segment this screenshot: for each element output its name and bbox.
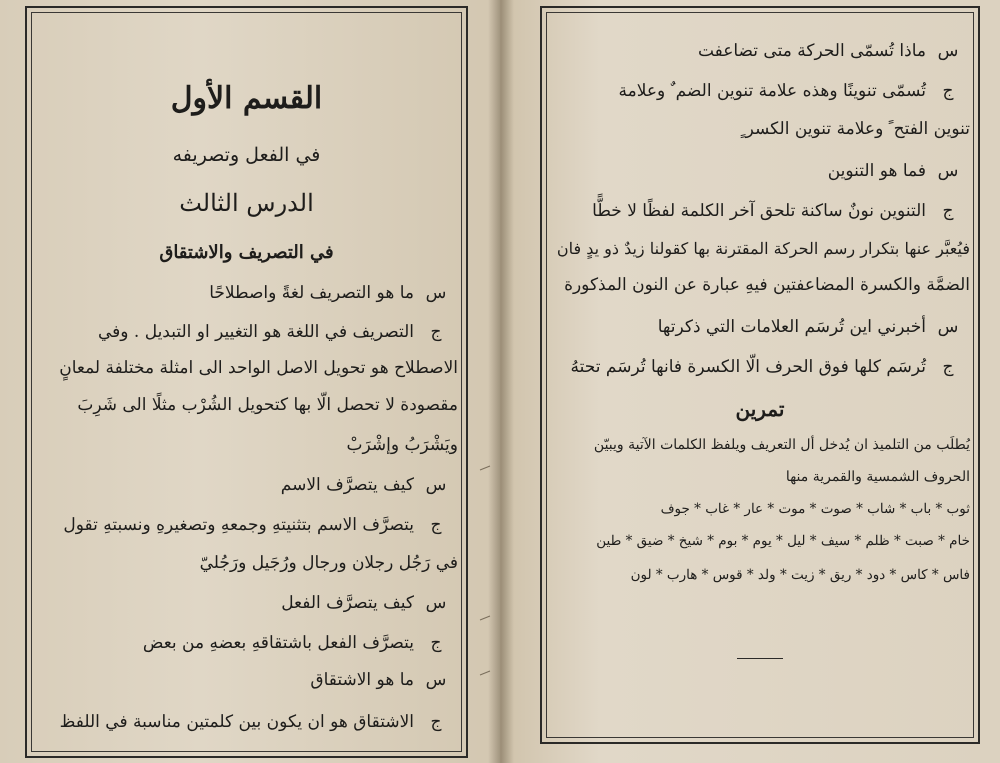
text-line — [35, 472, 458, 498]
question-marker: س — [937, 317, 959, 337]
answer-marker: ج — [430, 633, 442, 653]
question-marker: س — [937, 161, 959, 181]
text-line — [35, 319, 458, 345]
text-line — [35, 550, 458, 576]
section-title: القسم الأول — [170, 81, 323, 116]
line-text: ما هو الاشتقاق — [310, 670, 414, 690]
answer-marker: ج — [942, 201, 954, 221]
answer-marker: ج — [942, 357, 954, 377]
line-text: ماذا تُسمّى الحركة متى تضاعفت — [697, 41, 926, 61]
text-line — [550, 354, 970, 380]
line-text: تُسمّى تنوينًا وهذه علامة تنوين الضم ٌ وعلامة — [618, 81, 926, 101]
ornament-divider — [550, 648, 970, 667]
line-text: ويَشْرَبُ وإشْرَبْ — [346, 435, 458, 455]
text-line — [35, 355, 458, 381]
text-line — [550, 78, 970, 104]
section-subtitle: في الفعل وتصريفه — [172, 144, 321, 166]
book-gutter — [488, 0, 514, 763]
exercise-instructions-cont: الحروف الشمسية والقمرية منها — [785, 469, 970, 485]
text-line — [35, 630, 458, 656]
line-text: الضمَّة والكسرة المضاعفتين فيهِ عبارة عن النون المذكورة — [564, 275, 970, 295]
question-marker: س — [425, 593, 447, 613]
line-text: كيف يتصرَّف الاسم — [280, 475, 414, 495]
word-row: خام * صبت * ظلم * سيف * ليل * يوم * بوم * شيخ * ضيق * طين — [596, 533, 970, 549]
text-line — [35, 667, 458, 693]
exercise-instructions: يُطلَب من التلميذ ان يُدخل أل التعريف ويلفظ الكلمات الآتية ويبيّن — [593, 437, 970, 453]
lesson-title: الدرس الثالث — [179, 189, 314, 217]
word-row: ثوب * باب * شاب * صوت * موت * عار * غاب * جوف — [660, 501, 970, 517]
line-text: يتصرَّف الفعل باشتقاقهِ بعضهِ من بعض — [142, 633, 414, 653]
line-text: تنوين الفتح ً وعلامة تنوين الكسر ٍ — [740, 119, 970, 139]
text-line — [550, 158, 970, 184]
text-line — [35, 512, 458, 538]
text-line — [550, 38, 970, 64]
line-text: يتصرَّف الاسم بتثنيتهِ وجمعهِ وتصغيرهِ ونسبتهِ تقول — [63, 515, 414, 535]
text-line — [550, 314, 970, 340]
line-text: أخبرني اين تُرسَم العلامات التي ذكرتها — [657, 317, 926, 337]
line-text: الاصطلاح هو تحويل الاصل الواحد الى امثلة مختلفة لمعانٍ — [59, 358, 458, 378]
text-line — [35, 590, 458, 616]
text-line — [35, 280, 458, 306]
line-text: كيف يتصرَّف الفعل — [281, 593, 414, 613]
text-line — [550, 272, 970, 298]
line-text: ما هو التصريف لغةً واصطلاحًا — [209, 283, 414, 303]
text-line — [35, 392, 458, 418]
line-text: في رَجُل رجلان ورجال ورُجَيل ورَجُليّ — [199, 553, 458, 573]
text-line — [550, 198, 970, 224]
line-text: التصريف في اللغة هو التغيير او التبديل . وفي — [97, 322, 414, 342]
line-text: تُرسَم كلها فوق الحرف الّا الكسرة فانها تُرسَم تحتهُ — [570, 357, 926, 377]
right-page — [500, 0, 1000, 763]
line-text: فما هو التنوين — [827, 161, 926, 181]
line-text: التنوين نونٌ ساكنة تلحق آخر الكلمة لفظًا لا خطًّا — [592, 201, 926, 221]
line-text: الاشتقاق هو ان يكون بين كلمتين مناسبة في اللفظ — [59, 712, 414, 732]
word-row: فاس * كاس * دود * ريق * زيت * ولد * قوس * هارب * لون — [630, 567, 970, 583]
answer-marker: ج — [430, 515, 442, 535]
question-marker: س — [937, 41, 959, 61]
lesson-topic: في التصريف والاشتقاق — [159, 242, 334, 263]
question-marker: س — [425, 475, 447, 495]
answer-marker: ج — [430, 712, 442, 732]
text-line — [35, 432, 458, 458]
answer-marker: ج — [430, 322, 442, 342]
line-text: مقصودة لا تحصل الّا بها كتحويل الشُرْب مثلًا الى شَرِبَ — [77, 395, 458, 415]
text-line — [550, 116, 970, 142]
exercise-title: تمرين — [735, 397, 785, 421]
question-marker: س — [425, 283, 447, 303]
line-text: فيُعبَّر عنها بتكرار رسم الحركة المقترنة بها كقولنا زيدٌ ذو يدٍ فان — [556, 239, 970, 258]
question-marker: س — [425, 670, 447, 690]
answer-marker: ج — [942, 81, 954, 101]
text-line — [35, 709, 458, 735]
text-line — [550, 236, 970, 262]
